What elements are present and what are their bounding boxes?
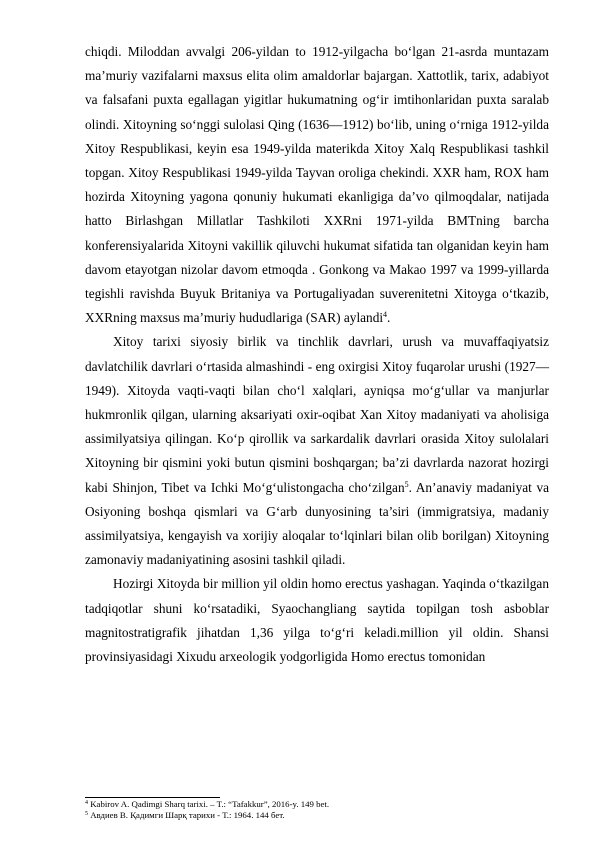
paragraph-text-after: . [387,310,391,326]
footnote-divider [85,797,220,798]
footnote-mark: 4 [85,800,88,806]
footnote-text: Kabirov A. Qadimgi Sharq tarixi. – T.: “Tafakkur”, 2016-y. 149 bet. [88,799,330,809]
footnote-ref[interactable]: 4 [383,310,388,320]
footnote-ref[interactable]: 5 [404,479,409,489]
body-text [85,40,549,669]
paragraph-1 [85,40,549,330]
paragraph-text-after: . An’anaviy madaniyat va Osiyoning boshqa qismlari va G‘arb dunyosining ta’siri (immigratsiya, madaniy assimilyatsiya, kengayish va xorijiy aloqalar to‘lqinlari bilan olib borilgan) Xitoyning zamonaviy madaniyatining asosini tashkil qiladi. [85,479,549,568]
footnote-text: Авдиев В. Қадимги Шарқ тарихи - Т.: 1964. 144 бет. [88,810,285,821]
paragraph-text: chiqdi. Miloddan avvalgi 206-yildan to 1912-yilgacha bo‘lgan 21-asrda muntazam ma’muriy vazifalarni maxsus elita olim amaldorlar bajargan. Xattotlik, tarix, adabiyot va falsafani puxta egallagan yigitlar hukumatning og‘ir imtihonlaridan puxta saralab olindi. Xitoyning so‘nggi sulolasi Qing (1636—1912) bo‘lib, uning o‘rniga 1912-yilda Xitoy Respublikasi, keyin esa 1949-yilda materikda Xitoy Xalq Respublikasi tashkil topgan. Xitoy Respublikasi 1949-yilda Tayvan oroliga chekindi. XXR ham, ROX ham hozirda Xitoyning yagona qonuniy hukumati ekanligiga da’vo qilmoqdalar, natijada hatto Birlashgan Millatlar Tashkiloti XXRni 1971-yilda BMTning barcha konferensiyalarida Xitoyni vakillik qiluvchi hukumat sifatida tan olganidan keyin ham davom etayotgan nizolar davom etmoqda . Gonkong va Makao 1997 va 1999-yillarda tegishli ravishda Buyuk Britaniya va Portugaliyadan suverenitetni Xitoyga o‘tkazib, XXRning maxsus ma’muriy hududlariga (SAR) aylandi [85,44,549,326]
paragraph-2 [85,330,549,572]
footnote-mark: 5 [85,811,88,818]
paragraph-3 [85,572,549,669]
footnote-2 [85,810,549,821]
paragraph-text: Hozirgi Xitoyda bir million yil oldin homo erectus yashagan. Yaqinda o‘tkazilgan tadqiqotlar shuni ko‘rsatadiki, Syaochangliang saytida topilgan tosh asboblar magnitostratigrafik jihatdan 1,36 yilga to‘g‘ri keladi.million yil oldin. Shansi provinsiyasidagi Xixudu arxeologik yodgorligida Homo erectus tomonidan [85,576,549,665]
footnote-1 [85,799,549,810]
footnotes [85,799,549,821]
paragraph-text: Xitoy tarixi siyosiy birlik va tinchlik davrlari, urush va muvaffaqiyatsiz davlatchilik davrlari o‘rtasida almashindi - eng oxirgisi Xitoy fuqarolar urushi (1927—1949). Xitoyda vaqti-vaqti bilan cho‘l xalqlari, ayniqsa mo‘g‘ullar va manjurlar hukmronlik qilgan, ularning aksariyati oxir-oqibat Xan Xitoy madaniyati va aholisiga assimilyatsiya qilingan. Ko‘p qirollik va sarkardalik davrlari orasida Xitoy sulolalari Xitoyning bir qismini yoki butun qismini boshqargan; ba’zi davrlarda nazorat hozirgi kabi Shinjon, Tibet va Ichki Mo‘g‘ulistongacha cho‘zilgan [85,334,549,495]
